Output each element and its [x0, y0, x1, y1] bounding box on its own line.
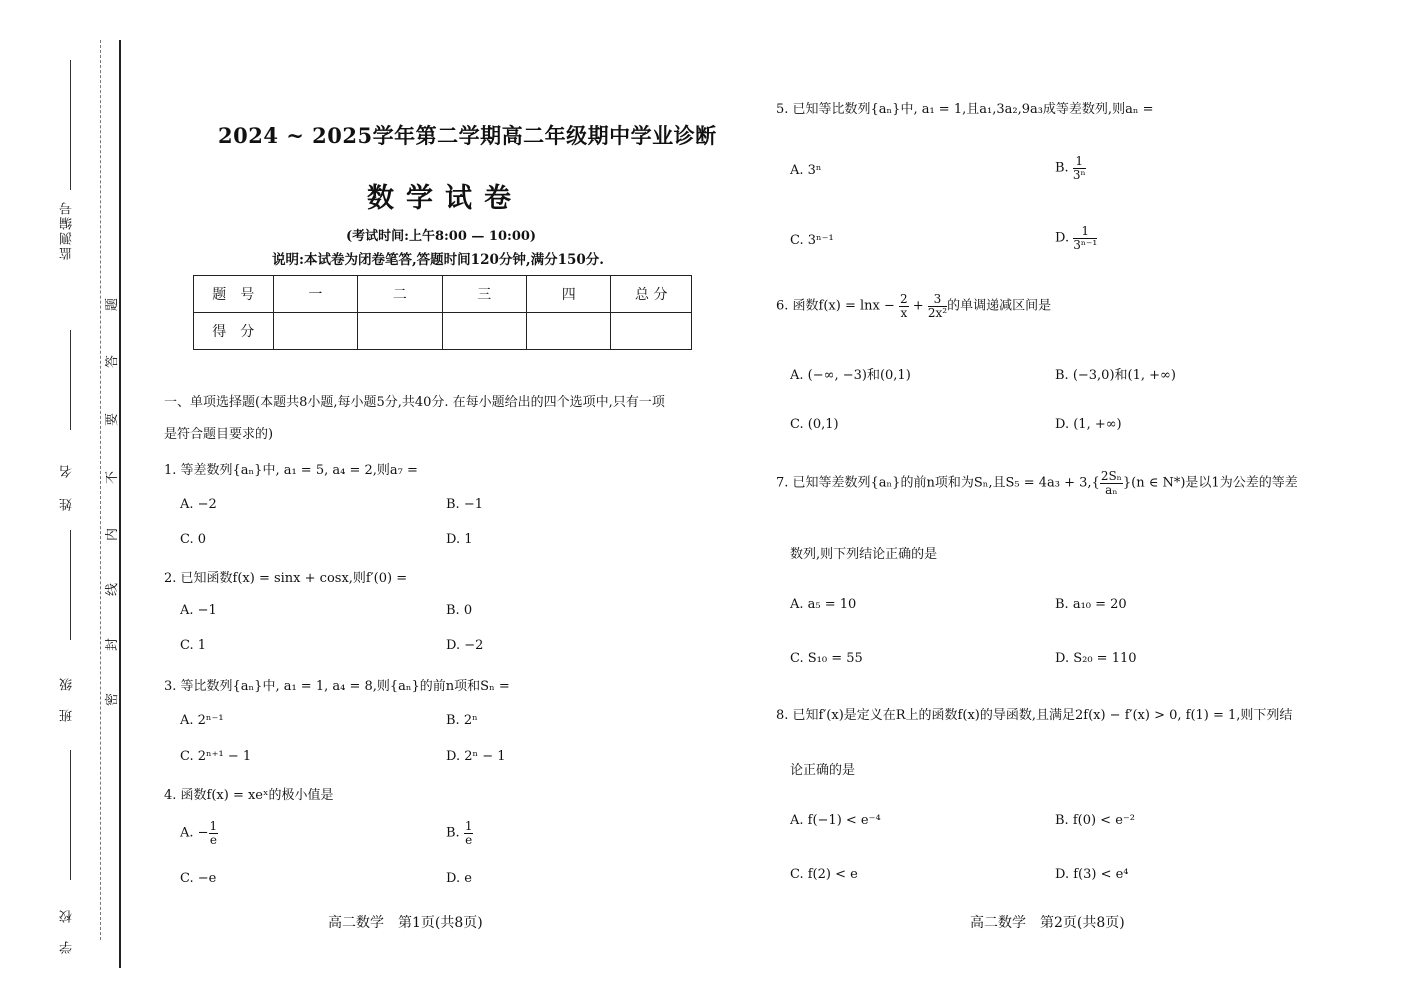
q5-option-a[interactable]: A. 3ⁿ	[790, 163, 822, 178]
score-cell-part4: 四	[527, 276, 611, 313]
exam-title: 2024 ~ 2025学年第二学期高二年级期中学业诊断	[218, 123, 717, 148]
q8-option-d[interactable]: D. f(3) < e⁴	[1055, 867, 1129, 882]
q2-option-b[interactable]: B. 0	[446, 603, 473, 618]
school-label: 学校	[60, 892, 75, 954]
score-cell-total: 总 分	[611, 276, 692, 313]
footer-left: 高二数学 第1页(共8页)	[328, 915, 483, 931]
q6-option-d[interactable]: D. (1, +∞)	[1055, 417, 1122, 432]
question-8-stem-2: 论正确的是	[790, 763, 856, 778]
q6-stem-part-c: 的单调递减区间是	[947, 298, 1052, 314]
fraction-denominator: aₙ	[1105, 483, 1118, 497]
q2-option-d[interactable]: D. −2	[446, 638, 484, 653]
q7-stem-part-a: 7. 已知等差数列{aₙ}的前n项和为Sₙ,且S₅ = 4a₃ + 3,{	[776, 475, 1100, 491]
seal-char: 封	[105, 637, 121, 652]
exam-time: (考试时间:上午8:00 — 10:00)	[346, 229, 537, 244]
seal-char: 要	[105, 412, 121, 427]
q3-option-a[interactable]: A. 2ⁿ⁻¹	[180, 713, 224, 728]
question-4-stem: 4. 函数f(x) = xeˣ的极小值是	[164, 788, 334, 803]
name-line	[70, 330, 71, 430]
q7-stem-part-b: }(n ∈ N*)是以1为公差的等差	[1122, 475, 1298, 491]
score-input-3[interactable]	[442, 313, 526, 350]
q4-option-b-prefix: B.	[446, 825, 464, 841]
q3-option-c[interactable]: C. 2ⁿ⁺¹ − 1	[180, 749, 252, 764]
fraction-numerator: 1	[209, 819, 218, 833]
fraction-numerator: 1	[1073, 225, 1097, 239]
seal-char: 内	[105, 527, 121, 542]
q6-stem-part-a: 6. 函数f(x) = lnx −	[776, 298, 895, 314]
q2-option-a[interactable]: A. −1	[180, 603, 217, 618]
q6-option-b[interactable]: B. (−3,0)和(1, +∞)	[1055, 368, 1176, 383]
name-label: 姓名	[60, 445, 75, 511]
fraction-numerator: 2Sₙ	[1100, 469, 1122, 483]
fraction-numerator: 1	[1073, 155, 1086, 169]
q1-option-d[interactable]: D. 1	[446, 532, 473, 547]
seal-char: 线	[105, 582, 121, 597]
fraction-numerator: 2	[900, 292, 908, 306]
q5-option-b-prefix: B.	[1055, 160, 1073, 176]
seal-char: 密	[105, 692, 121, 707]
name-line-2	[70, 530, 71, 640]
question-1-stem: 1. 等差数列{aₙ}中, a₁ = 5, a₄ = 2,则a₇ =	[164, 463, 418, 478]
q4-option-a[interactable]	[180, 820, 218, 846]
score-cell-part3: 三	[442, 276, 526, 313]
q4-option-a-fraction	[209, 820, 219, 846]
fraction-numerator: 3	[928, 293, 947, 307]
footer-right: 高二数学 第2页(共8页)	[970, 915, 1125, 931]
fraction-denominator: 3ⁿ⁻¹	[1073, 238, 1098, 252]
score-table-header-row	[194, 276, 692, 313]
q3-option-b[interactable]: B. 2ⁿ	[446, 713, 478, 728]
binding-border	[119, 40, 121, 968]
q5-option-d[interactable]	[1055, 225, 1097, 251]
q1-option-a[interactable]: A. −2	[180, 497, 217, 512]
q8-option-b[interactable]: B. f(0) < e⁻²	[1055, 813, 1135, 828]
exam-subject: 数学试卷	[367, 183, 523, 214]
score-cell-part1: 一	[273, 276, 357, 313]
fraction-numerator: 1	[464, 819, 473, 833]
score-row-label: 得 分	[194, 313, 274, 350]
q6-option-a[interactable]: A. (−∞, −3)和(0,1)	[790, 368, 911, 383]
seal-char: 不	[105, 470, 121, 485]
q7-option-d[interactable]: D. S₂₀ = 110	[1055, 651, 1137, 666]
q6-option-c[interactable]: C. (0,1)	[790, 417, 839, 432]
q2-option-c[interactable]: C. 1	[180, 638, 207, 653]
q3-option-d[interactable]: D. 2ⁿ − 1	[446, 749, 506, 764]
question-2-stem: 2. 已知函数f(x) = sinx + cosx,则f′(0) =	[164, 571, 408, 586]
q7-option-c[interactable]: C. S₁₀ = 55	[790, 651, 863, 666]
question-7-stem	[776, 470, 1298, 496]
q8-option-c[interactable]: C. f(2) < e	[790, 867, 858, 882]
question-6-stem	[776, 293, 1051, 319]
score-input-1[interactable]	[273, 313, 357, 350]
q5-option-b[interactable]	[1055, 155, 1086, 181]
q4-option-a-prefix: A. −	[180, 825, 209, 841]
monitor-no-line	[70, 60, 71, 190]
score-table-score-row	[194, 313, 692, 350]
q1-option-b[interactable]: B. −1	[446, 497, 483, 512]
q5-option-d-prefix: D.	[1055, 230, 1074, 246]
q4-option-c[interactable]: C. −e	[180, 871, 217, 886]
seal-char: 答	[105, 354, 121, 369]
score-cell-label: 题 号	[194, 276, 274, 313]
q8-option-a[interactable]: A. f(−1) < e⁻⁴	[790, 813, 881, 828]
q6-stem-fraction-2	[928, 293, 947, 319]
q7-option-a[interactable]: A. a₅ = 10	[790, 597, 857, 612]
score-input-2[interactable]	[358, 313, 442, 350]
section1-heading: 一、单项选择题(本题共8小题,每小题5分,共40分. 在每小题给出的四个选项中,只有一项	[164, 395, 665, 410]
score-input-4[interactable]	[527, 313, 611, 350]
q6-stem-part-b: +	[912, 298, 924, 314]
question-7-stem-2: 数列,则下列结论正确的是	[790, 547, 938, 562]
question-8-stem: 8. 已知f′(x)是定义在R上的函数f(x)的导函数,且满足2f(x) − f′(x) > 0, f(1) = 1,则下列结	[776, 708, 1293, 723]
class-label: 班级	[60, 660, 75, 722]
q4-option-b-fraction	[464, 820, 474, 846]
q5-option-c[interactable]: C. 3ⁿ⁻¹	[790, 233, 834, 248]
question-3-stem: 3. 等比数列{aₙ}中, a₁ = 1, a₄ = 8,则{aₙ}的前n项和Sₙ =	[164, 679, 510, 694]
fraction-denominator: e	[465, 833, 473, 847]
exam-note: 说明:本试卷为闭卷笔答,答题时间120分钟,满分150分.	[272, 252, 604, 268]
q4-option-d[interactable]: D. e	[446, 871, 472, 886]
q5-option-d-fraction	[1073, 225, 1097, 251]
score-input-total[interactable]	[611, 313, 692, 350]
class-line	[70, 750, 71, 880]
q6-stem-fraction-1	[899, 293, 909, 319]
fraction-denominator: 2x²	[927, 306, 948, 320]
score-table	[193, 275, 692, 350]
q7-stem-fraction	[1100, 470, 1123, 496]
q4-option-b[interactable]	[446, 820, 473, 846]
question-5-stem: 5. 已知等比数列{aₙ}中, a₁ = 1,且a₁,3a₂,9a₃成等差数列,则aₙ =	[776, 102, 1154, 117]
fraction-denominator: x	[900, 306, 908, 320]
section1-heading-2: 是符合题目要求的)	[164, 427, 274, 442]
fraction-denominator: 3ⁿ	[1072, 168, 1086, 182]
seal-dash-line	[100, 40, 101, 940]
q7-option-b[interactable]: B. a₁₀ = 20	[1055, 597, 1127, 612]
q1-option-c[interactable]: C. 0	[180, 532, 207, 547]
seal-char: 题	[105, 297, 121, 312]
score-cell-part2: 二	[358, 276, 442, 313]
q5-option-b-fraction	[1073, 155, 1086, 181]
fraction-denominator: e	[209, 833, 217, 847]
monitor-no-label: 监测编号	[60, 200, 75, 260]
